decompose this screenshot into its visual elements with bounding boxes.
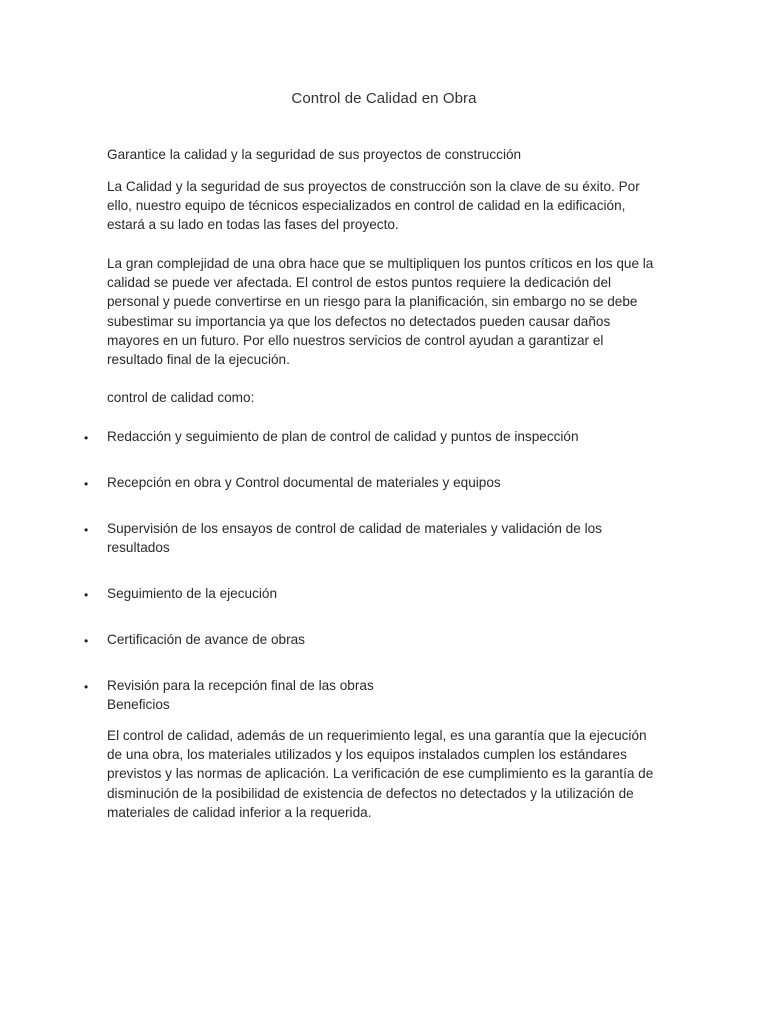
benefits-heading: Beneficios [107,697,170,713]
document-subtitle: Garantice la calidad y la seguridad de sus proyectos de construcción [107,147,522,162]
list-item-line: Seguimiento de la ejecución [107,586,278,601]
paragraph-line: ello, nuestro equipo de técnicos especializados en control de calidad en la edificación, [107,198,626,214]
bullet-marker: • [84,523,89,537]
document-title: Control de Calidad en Obra [291,90,477,107]
list-item-line: Redacción y seguimiento de plan de control de calidad y puntos de inspección [107,429,579,444]
paragraph-line: El control de calidad, además de un requerimiento legal, es una garantía que la ejecución [107,728,647,743]
list-item [107,676,667,714]
list-item [107,427,667,446]
bullet-marker: • [84,477,89,491]
paragraph-intro [107,177,667,235]
list-item [107,519,667,557]
list-item-line: Supervisión de los ensayos de control de calidad de materiales y validación de los [107,521,602,536]
paragraph-benefits [107,726,667,822]
bullet-marker: • [84,431,89,445]
list-item [107,584,667,603]
paragraph-line: La Calidad y la seguridad de sus proyectos de construcción son la clave de su éxito. Por [107,179,640,194]
paragraph-line: estará a su lado en todas las fases del proyecto. [107,217,399,233]
paragraph-line: resultado final de la ejecución. [107,352,290,368]
list-item-line: Revisión para la recepción final de las obras [107,678,374,693]
list-item-line: resultados [107,540,170,556]
list-item [107,473,667,492]
bullet-marker: • [84,588,89,602]
paragraph-line: disminución de la posibilidad de existencia de defectos no detectados y la utilización de [107,785,634,801]
paragraph-line: de una obra, los materiales utilizados y los equipos instalados cumplen los estándares [107,747,627,763]
paragraph-line: subestimar su importancia ya que los defectos no detectados pueden causar daños [107,313,611,329]
paragraph-line: calidad se puede ver afectada. El control de estos puntos requiere la dedicación del [107,275,612,291]
paragraph-line: mayores en un futuro. Por ello nuestros servicios de control ayudan a garantizar el [107,332,604,348]
paragraph-line: personal y puede convertirse en un riesgo para la planificación, sin embargo no se debe [107,294,638,310]
list-intro: control de calidad como: [107,390,255,405]
paragraph-line: materiales de calidad inferior a la requerida. [107,804,372,820]
paragraph-line: previstos y las normas de aplicación. La verificación de ese cumplimiento es la garantía de [107,766,654,782]
bullet-marker: • [84,634,89,648]
list-item-line: Recepción en obra y Control documental de materiales y equipos [107,475,501,490]
list-item-line: Certificación de avance de obras [107,632,305,647]
list-item [107,630,667,649]
paragraph-complexity [107,254,667,369]
bullet-marker: • [84,680,89,694]
paragraph-line: La gran complejidad de una obra hace que se multipliquen los puntos críticos en los que la [107,256,654,271]
